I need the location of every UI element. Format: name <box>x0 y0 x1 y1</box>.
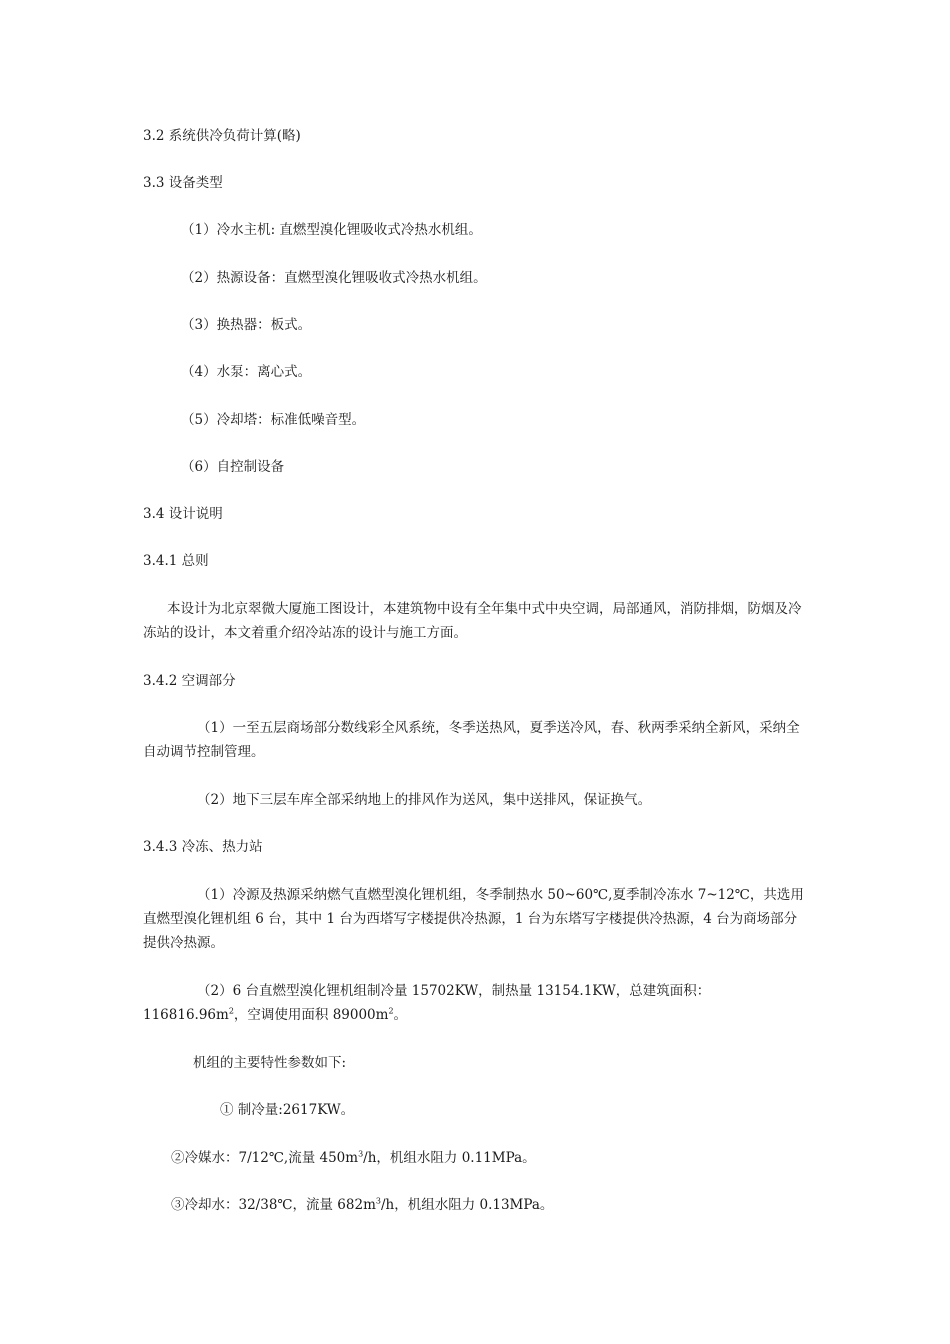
equipment-item-3: （3）换热器：板式。 <box>181 317 312 333</box>
param-3-text-a: ③冷却水：32/38℃，流量 682m <box>171 1197 376 1213</box>
general-paragraph: 本设计为北京翠微大厦施工图设计，本建筑物中设有全年集中式中央空调，局部通风，消防排烟，防烟及冷冻站的设计，本文着重介绍冷站冻的设计与施工方面。 <box>143 601 802 641</box>
equipment-item-2: （2）热源设备：直燃型溴化锂吸收式冷热水机组。 <box>181 270 487 286</box>
equipment-item-5: （5）冷却塔：标准低噪音型。 <box>181 412 366 428</box>
heading-3-4-1: 3.4.1 总则 <box>143 553 209 569</box>
ac-paragraph-2: （2）地下三层车库全部采纳地上的排风作为送风，集中送排风，保证换气。 <box>197 792 652 808</box>
equipment-item-4: （4）水泵：离心式。 <box>181 364 312 380</box>
equipment-item-1: （1）冷水主机: 直燃型溴化锂吸收式冷热水机组。 <box>181 222 482 238</box>
superscript-3: 3 <box>358 1149 364 1159</box>
params-intro: 机组的主要特性参数如下: <box>193 1055 347 1071</box>
heading-3-4-2: 3.4.2 空调部分 <box>143 673 236 689</box>
superscript-3: 3 <box>375 1196 381 1206</box>
ac-paragraph-1: （1）一至五层商场部分数线彩全风系统，冬季送热风，夏季送冷风，春、秋两季采纳全新风，采纳全自动调节控制管理。 <box>143 720 800 760</box>
superscript-2: 2 <box>228 1006 234 1016</box>
plant-2-text-c: 。 <box>393 1007 408 1023</box>
plant-paragraph-2 <box>143 979 810 1027</box>
plant-2-text-a: （2）6 台直燃型溴化锂机组制冷量 15702KW，制热量 13154.1KW，总建筑面积：116816.96m <box>143 983 711 1023</box>
equipment-item-6: （6）自控制设备 <box>181 459 285 475</box>
heading-3-2: 3.2 系统供冷负荷计算(略) <box>143 128 301 144</box>
plant-paragraph-1: （1）冷源及热源采纳燃气直燃型溴化锂机组，冬季制热水 50~60℃,夏季制冷冻水 7~12℃，共选用直燃型溴化锂机组 6 台，其中 1 台为西塔写字楼提供冷热源，1 台为东塔写字楼提供冷热源，4 台为商场部分提供冷热源。 <box>143 887 804 951</box>
heading-3-4: 3.4 设计说明 <box>143 506 223 522</box>
heading-3-3: 3.3 设备类型 <box>143 175 223 191</box>
param-2-text-a: ②冷媒水：7/12℃,流量 450m <box>171 1150 359 1166</box>
superscript-2: 2 <box>388 1006 394 1016</box>
param-2 <box>171 1146 536 1170</box>
param-3-text-b: /h，机组水阻力 0.13MPa。 <box>380 1197 554 1213</box>
param-1: ① 制冷量:2617KW。 <box>220 1102 355 1118</box>
heading-3-4-3: 3.4.3 冷冻、热力站 <box>143 839 263 855</box>
plant-2-text-b: ，空调使用面积 89000m <box>233 1007 389 1023</box>
param-2-text-b: /h，机组水阻力 0.11MPa。 <box>363 1150 536 1166</box>
param-3 <box>171 1193 553 1217</box>
